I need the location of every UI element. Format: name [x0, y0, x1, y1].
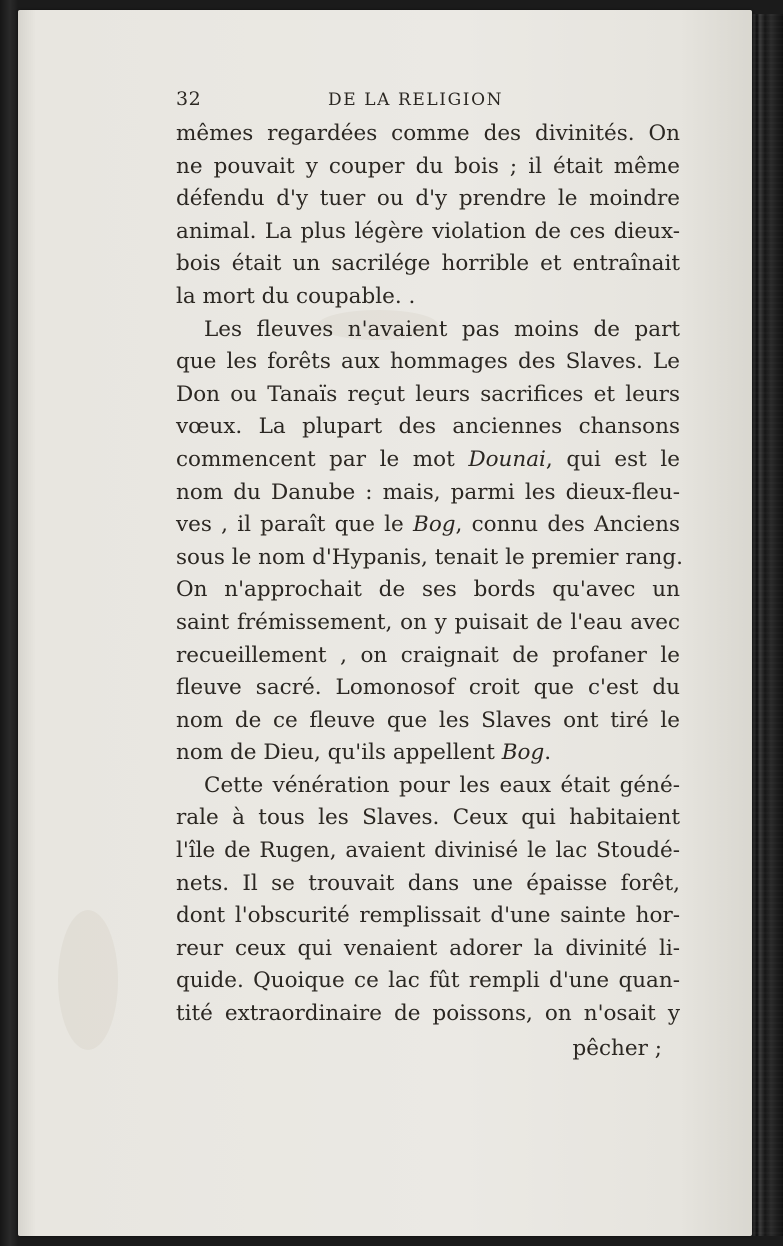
paper-stain: [58, 910, 118, 1050]
catchword: pêcher ;: [572, 1035, 662, 1061]
text-line: Cette vénération pour les eaux était géné-: [204, 772, 680, 798]
text-line: fleuve sacré. Lomonosof croit que c'est du: [176, 675, 680, 701]
text-line: animal. La plus légère violation de ces dieux-: [176, 218, 680, 244]
text-line: nom de Dieu, qu'ils appellent Bog.: [176, 740, 552, 766]
page-text: [176, 80, 683, 1065]
text-line: nets. Il se trouvait dans une épaisse forêt,: [176, 870, 680, 896]
paragraph-sacred-forests: [176, 118, 680, 314]
text-line: reur ceux qui venaient adorer la divinité li-: [176, 935, 680, 961]
text-line: tité extraordinaire de poissons, on n'osait y: [176, 1001, 680, 1027]
text-line: Don ou Tanaïs reçut leurs sacrifices et leurs: [176, 381, 680, 407]
text-line: bois était un sacrilége horrible et entraînait: [176, 251, 680, 277]
page-header: [176, 80, 680, 118]
page-number: 32: [176, 88, 202, 110]
text-line: l'île de Rugen, avaient divinisé le lac Stoudé-: [176, 838, 680, 864]
text-line: ves , il paraît que le Bog, connu des Anciens: [176, 512, 681, 538]
text-line: ne pouvait y couper du bois ; il était même: [176, 153, 680, 179]
text-line: dont l'obscurité remplissait d'une sainte hor-: [176, 903, 680, 929]
text-line: Les fleuves n'avaient pas moins de part: [204, 316, 680, 342]
text-line: la mort du coupable. .: [176, 283, 416, 309]
text-line: rale à tous les Slaves. Ceux qui habitaient: [176, 805, 680, 831]
text-line: quide. Quoique ce lac fût rempli d'une quan-: [176, 968, 680, 994]
text-line: saint frémissement, on y puisait de l'eau avec: [176, 609, 680, 635]
paragraph-veneration-of-waters: [176, 770, 680, 1031]
text-line: On n'approchait de ses bords qu'avec un: [176, 577, 680, 603]
text-line: recueillement , on craignait de profaner le: [176, 642, 680, 668]
paragraph-rivers: [176, 314, 683, 770]
text-line: commencent par le mot Dounai, qui est le: [176, 446, 680, 472]
text-line: que les forêts aux hommages des Slaves. Le: [176, 349, 680, 375]
text-line: vœux. La plupart des anciennes chansons: [176, 414, 680, 440]
text-line: mêmes regardées comme des divinités. On: [176, 121, 680, 146]
running-head: DE LA RELIGION: [328, 90, 504, 110]
text-line: sous le nom d'Hypanis, tenait le premier rang.: [176, 544, 683, 570]
text-line: nom du Danube : mais, parmi les dieux-fleu-: [176, 479, 680, 505]
text-line: nom de ce fleuve que les Slaves ont tiré le: [176, 707, 680, 733]
text-line: défendu d'y tuer ou d'y prendre le moindre: [176, 186, 680, 212]
book-page-edges: [751, 14, 783, 1236]
